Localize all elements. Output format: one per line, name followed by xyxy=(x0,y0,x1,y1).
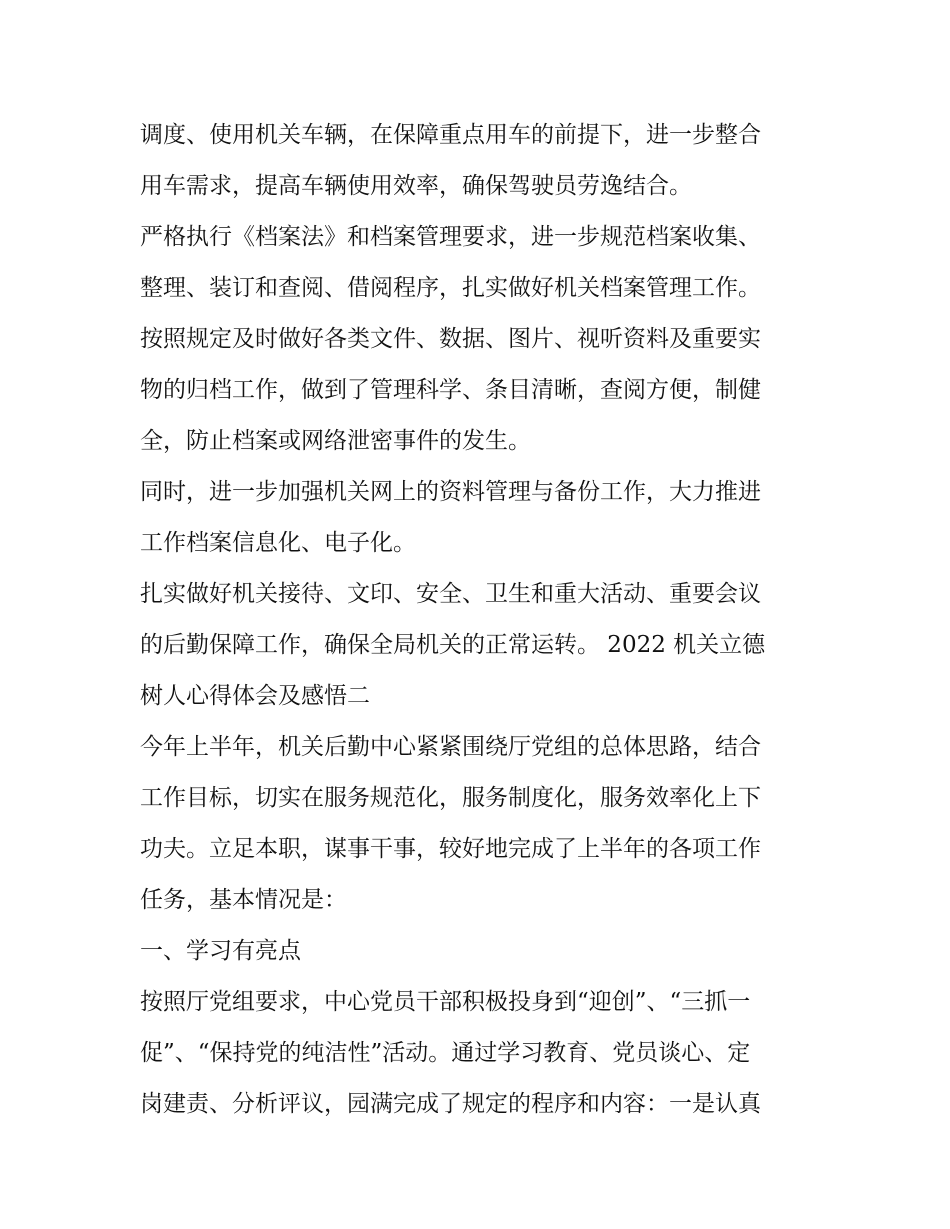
text-line: 用车需求，提高车辆使用效率，确保驾驶员劳逸结合。 xyxy=(140,173,692,199)
text-line: 树人心得体会及感悟二 xyxy=(140,683,370,709)
text-line: 功夫。立足本职，谋事干事，较好地完成了上半年的各项工作 xyxy=(140,836,761,862)
text-line: 扎实做好机关接待、文印、安全、卫生和重大活动、重要会议 xyxy=(140,581,761,607)
text-line: 严格执行《档案法》和档案管理要求，进一步规范档案收集、 xyxy=(140,224,761,250)
text-line: 今年上半年，机关后勤中心紧紧围绕厅党组的总体思路，结合 xyxy=(140,734,761,760)
text-line: 同时，进一步加强机关网上的资料管理与备份工作，大力推进 xyxy=(140,479,761,505)
text-line: 任务，基本情况是： xyxy=(140,887,347,913)
text-line: 按照规定及时做好各类文件、数据、图片、视听资料及重要实 xyxy=(140,326,761,352)
text-line: 工作档案信息化、电子化。 xyxy=(140,530,416,556)
text-line: 调度、使用机关车辆，在保障重点用车的前提下，进一步整合 xyxy=(140,122,761,148)
text-line: 的后勤保障工作，确保全局机关的正常运转。 2022 机关立德 xyxy=(140,632,766,658)
text-line: 全，防止档案或网络泄密事件的发生。 xyxy=(140,428,531,454)
text-line: 工作目标，切实在服务规范化，服务制度化，服务效率化上下 xyxy=(140,785,761,811)
document-body xyxy=(140,110,820,1130)
text-line: 按照厅党组要求，中心党员干部积极投身到“迎创”、“三抓一 xyxy=(140,989,751,1015)
text-line: 岗建责、分析评议，园满完成了规定的程序和内容：一是认真 xyxy=(140,1091,761,1117)
text-line: 促”、“保持党的纯洁性”活动。通过学习教育、党员谈心、定 xyxy=(140,1040,751,1066)
text-line: 物的归档工作，做到了管理科学、条目清晰，查阅方便，制健 xyxy=(140,377,761,403)
section-heading: 一、学习有亮点 xyxy=(140,938,301,964)
text-line: 整理、装订和查阅、借阅程序，扎实做好机关档案管理工作。 xyxy=(140,275,761,301)
